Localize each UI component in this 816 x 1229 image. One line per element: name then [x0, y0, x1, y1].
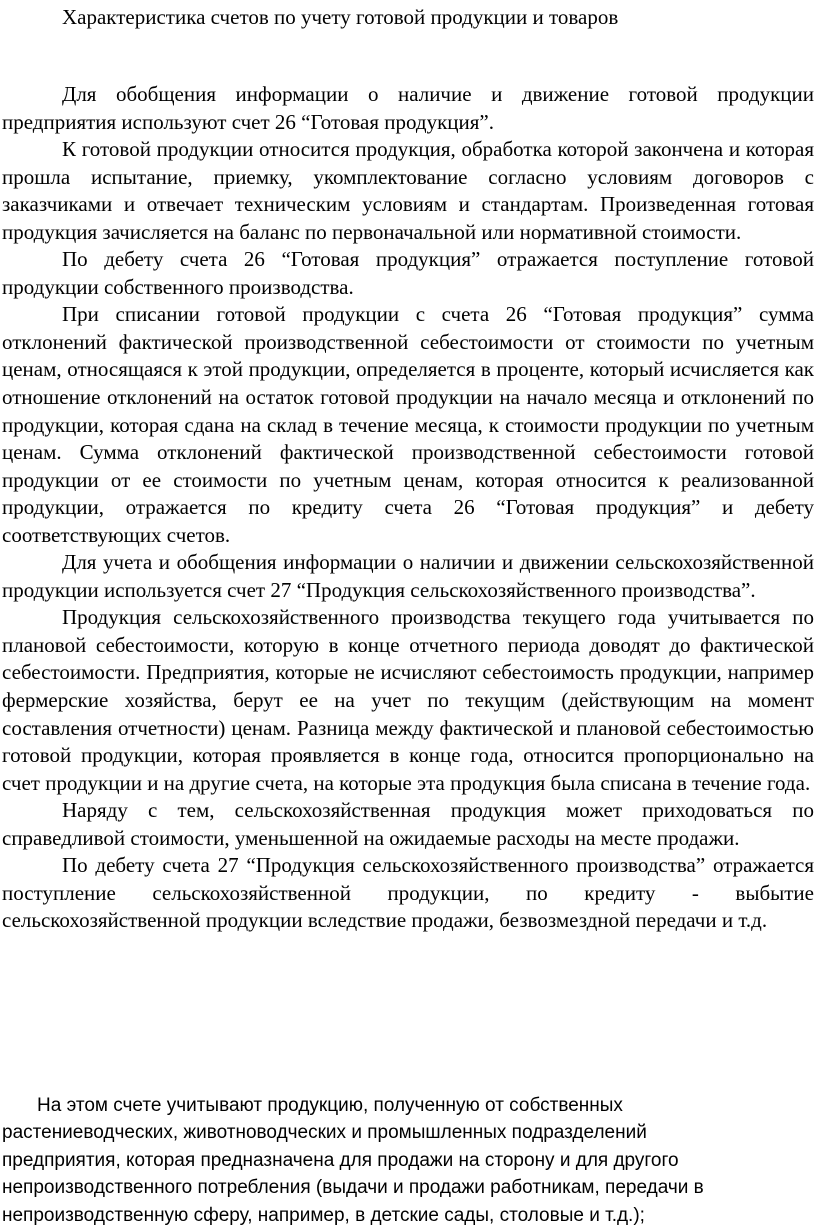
- document-body: [2, 81, 814, 935]
- paragraph-fair-value: Наряду с тем, сельскохозяйственная продукция может приходоваться по справедливой стоимости, уменьшенной на ожидаемые расходы на месте продажи.: [2, 798, 814, 850]
- paragraph-account-26-write-off: При списании готовой продукции с счета 26 “Готовая продукция” сумма отклонений фактической производственной себестоимости от стоимости по учетным ценам, относящаяся к этой продукции, определяется в проценте, который исчисляется как отношение отклонений на остаток готовой продукции на начало месяца и отклонений по продукции, которая сдана на склад в течение месяца, к стоимости продукции по учетным ценам. Сумма отклонений фактической производственной себестоимости готовой продукции от ее стоимости по учетным ценам, которая относится к реализованной продукции, отражается по кредиту счета 26 “Готовая продукция” и дебету соответствующих счетов.: [2, 302, 814, 547]
- document-title: Характеристика счетов по учету готовой продукции и товаров: [62, 5, 619, 29]
- paragraph-finished-goods-definition: К готовой продукции относится продукция, обработка которой закончена и которая прошла испытание, приемку, укомплектование согласно условиям договоров с заказчиками и отвечает техническим условиям и стандартам. Произведенная готовая продукция зачисляется на баланс по первоначальной или нормативной стоимости.: [2, 137, 814, 244]
- paragraph-account-26-debit: По дебету счета 26 “Готовая продукция” отражается поступление готовой продукции собственного производства.: [2, 247, 814, 299]
- document-tail: [2, 1092, 814, 1229]
- paragraph-account-usage: На этом счете учитывают продукцию, полученную от собственных растениеводческих, животноводческих и промышленных подразделений предприятия, которая предназначена для продажи на сторону и для другого непроизводственного потребления (выдачи и продажи работникам, передачи в непроизводственную сферу, например, в детские сады, столовые и т.д.);: [2, 1095, 704, 1226]
- paragraph-account-27-debit-credit: По дебету счета 27 “Продукция сельскохозяйственного производства” отражается поступление сельскохозяйственной продукции, по кредиту - выбытие сельскохозяйственной продукции вследствие продажи, безвозмездной передачи и т.д.: [2, 853, 814, 933]
- paragraph-agricultural-costing: Продукция сельскохозяйственного производства текущего года учитывается по плановой себестоимости, которую в конце отчетного периода доводят до фактической себестоимости. Предприятия, которые не исчисляют себестоимость продукции, например фермерские хозяйства, берут ее на учет по текущим (действующим на момент составления отчетности) ценам. Разница между фактической и плановой себестоимостью готовой продукции, которая проявляется в конце года, относится пропорционально на счет продукции и на другие счета, на которые эта продукция была списана в течение года.: [2, 605, 814, 795]
- paragraph-account-26-intro: Для обобщения информации о наличие и движение готовой продукции предприятия используют счет 26 “Готовая продукция”.: [2, 82, 814, 134]
- paragraph-account-27-intro: Для учета и обобщения информации о наличии и движении сельскохозяйственной продукции используется счет 27 “Продукция сельскохозяйственного производства”.: [2, 550, 814, 602]
